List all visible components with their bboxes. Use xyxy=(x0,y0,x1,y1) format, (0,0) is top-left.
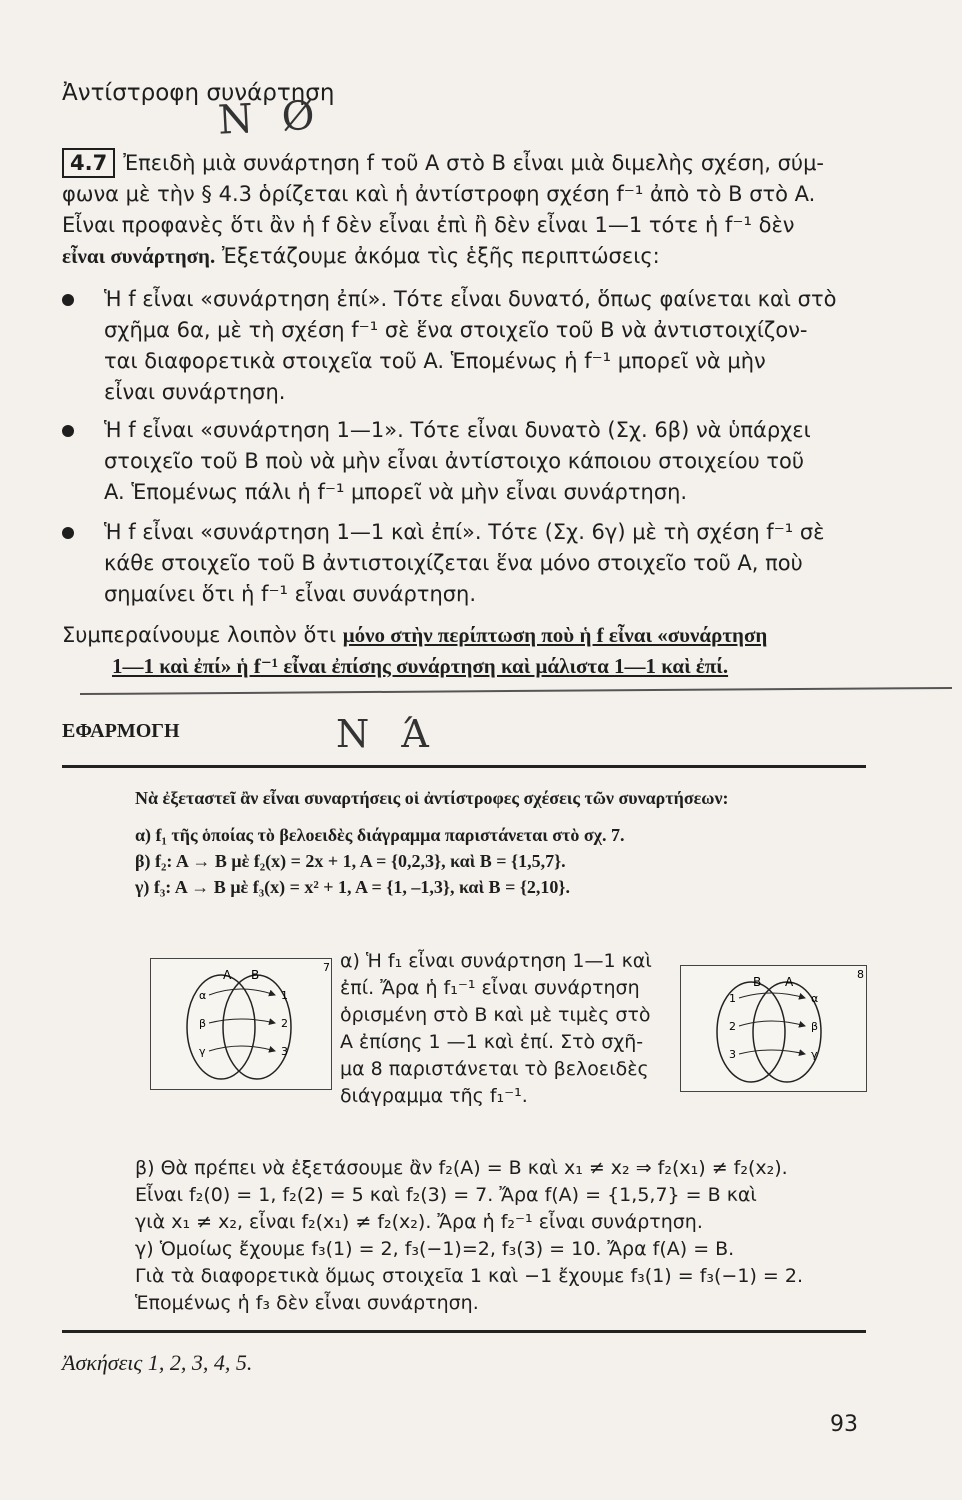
set-a-label: A xyxy=(223,968,232,982)
intro-line-4-bold: εἶναι συνάρτηση. xyxy=(62,244,216,268)
bullet-1-line: ται διαφορετικὰ στοιχεῖα τοῦ A. Ἑπομένως ἡ f⁻¹ μπορεῖ νὰ μὴν xyxy=(104,349,766,373)
answer-b-line: Εἶναι f₂(0) = 1, f₂(2) = 5 καὶ f₂(3) = 7. Ἄρα f(A) = {1,5,7} = B καὶ xyxy=(135,1184,757,1206)
intro-line-4-rest: Ἐξετάζουμε ἀκόμα τὶς ἑξῆς περιπτώσεις: xyxy=(215,244,660,268)
element-label: γ xyxy=(199,1045,206,1058)
answer-a xyxy=(340,948,680,1110)
bullet-1-line: Ἡ f εἶναι «συνάρτηση ἐπί». Τότε εἶναι δυνατό, ὅπως φαίνεται καὶ στὸ xyxy=(104,287,837,311)
element-label: 1 xyxy=(729,992,736,1005)
answer-a-line: ἐπί. Ἄρα ἡ f₁⁻¹ εἶναι συνάρτηση xyxy=(340,977,640,999)
set-a-label: A xyxy=(785,975,794,989)
answer-c xyxy=(135,1236,865,1317)
bullet-item xyxy=(62,284,874,408)
intro-line-3: Εἶναι προφανὲς ὅτι ἂν ἡ f δὲν εἶναι ἐπὶ ἢ δὲν εἶναι 1—1 τότε ἡ f⁻¹ δὲν xyxy=(62,213,795,237)
element-label: 2 xyxy=(729,1020,736,1033)
bullet-2-line: Ἡ f εἶναι «συνάρτηση 1—1». Τότε εἶναι δυνατὸ (Σχ. 6β) νὰ ὑπάρχει xyxy=(104,418,811,442)
element-label: α xyxy=(811,992,819,1005)
answer-b xyxy=(135,1155,865,1236)
page-number: 93 xyxy=(830,1412,858,1437)
application-heading: ΕΦΑΡΜΟΓΗ xyxy=(62,720,180,742)
arrow xyxy=(739,1021,805,1026)
figure-number: 8 xyxy=(857,968,864,981)
answer-a-line: ὁρισμένη στὸ B καὶ μὲ τιμὲς στὸ xyxy=(340,1004,651,1026)
intro-paragraph xyxy=(62,148,874,272)
answer-a-line: διάγραμμα τῆς f₁⁻¹. xyxy=(340,1085,528,1107)
set-b-ellipse xyxy=(717,982,785,1082)
exercises-reference: Ἀσκήσεις 1, 2, 3, 4, 5. xyxy=(62,1350,253,1375)
divider xyxy=(62,765,866,768)
bullet-2-line: A. Ἑπομένως πάλι ἡ f⁻¹ μπορεῖ νὰ μὴν εἶναι συνάρτηση. xyxy=(104,480,688,504)
intro-line-1: Ἐπειδὴ μιὰ συνάρτηση f τοῦ A στὸ B εἶναι μιὰ διμελὴς σχέση, σύμ- xyxy=(123,151,825,175)
answer-c-line: Γιὰ τὰ διαφορετικὰ ὅμως στοιχεῖα 1 καὶ −1 ἔχουμε f₃(1) = f₃(−1) = 2. xyxy=(135,1265,803,1287)
bullet-1-line: σχῆμα 6α, μὲ τὴ σχέση f⁻¹ σὲ ἕνα στοιχεῖο τοῦ B νὰ ἀντιστοιχίζον- xyxy=(104,318,808,342)
answer-b-line: γιὰ x₁ ≠ x₂, εἶναι f₂(x₁) ≠ f₂(x₂). Ἄρα ἡ f₂⁻¹ εἶναι συνάρτηση. xyxy=(135,1211,703,1233)
figure-number: 7 xyxy=(323,961,330,974)
answer-c-line: γ) Ὁμοίως ἔχουμε f₃(1) = 2, f₃(−1)=2, f₃(3) = 10. Ἄρα f(A) = B. xyxy=(135,1238,735,1260)
set-b-label: B xyxy=(251,968,260,982)
element-label: γ xyxy=(811,1048,818,1061)
answer-c-line: Ἑπομένως ἡ f₃ δὲν εἶναι συνάρτηση. xyxy=(135,1292,479,1314)
answer-b-line: β) Θὰ πρέπει νὰ ἐξετάσουμε ἂν f₂(A) = B καὶ x₁ ≠ x₂ ⇒ f₂(x₁) ≠ f₂(x₂). xyxy=(135,1157,788,1179)
intro-line-2: φωνα μὲ τὴν § 4.3 ὁρίζεται καὶ ἡ ἀντίστροφη σχέση f⁻¹ ἀπὸ τὸ B στὸ A. xyxy=(62,182,816,206)
handwritten-annotation-mid: N Ά xyxy=(336,712,439,756)
handwritten-annotation-top: N Ø xyxy=(216,92,324,144)
bullet-1-line: εἶναι συνάρτηση. xyxy=(104,380,286,404)
element-label: 1 xyxy=(281,989,288,1002)
conclusion-bold-1: μόνο στὴν περίπτωση ποὺ ἡ f εἶναι «συνάρτηση xyxy=(342,623,768,647)
bullet-dot-icon xyxy=(62,294,74,306)
conclusion-paragraph xyxy=(62,620,874,682)
arrow xyxy=(209,1046,275,1051)
bullet-2-line: στοιχεῖο τοῦ B ποὺ νὰ μὴν εἶναι ἀντίστοιχο κάποιου στοιχείου τοῦ xyxy=(104,449,805,473)
element-label: α xyxy=(199,989,207,1002)
application-item: α) f₁ τῆς ὁποίας τὸ βελοειδὲς διάγραμμα παριστάνεται στὸ σχ. 7. xyxy=(135,825,625,845)
figure-7-svg xyxy=(151,959,331,1089)
bullet-item xyxy=(62,415,874,508)
application-prompt: Νὰ ἐξεταστεῖ ἂν εἶναι συναρτήσεις οἱ ἀντίστροφες σχέσεις τῶν συναρτήσεων: xyxy=(135,788,729,808)
set-a-ellipse xyxy=(187,975,255,1079)
answer-a-line: α) Ἡ f₁ εἶναι συνάρτηση 1—1 καὶ xyxy=(340,950,652,972)
element-label: 3 xyxy=(729,1048,736,1061)
element-label: 2 xyxy=(281,1017,288,1030)
arrow xyxy=(209,1019,275,1023)
conclusion-bold-2: 1—1 καὶ ἐπί» ἡ f⁻¹ εἶναι ἐπίσης συνάρτηση καὶ μάλιστα 1—1 καὶ ἐπί. xyxy=(112,654,729,678)
figure-7-arrow-diagram xyxy=(150,958,332,1090)
figure-8-arrow-diagram xyxy=(680,965,867,1092)
conclusion-start: Συμπεραίνουμε λοιπὸν ὅτι xyxy=(62,623,343,647)
bullet-3-line: Ἡ f εἶναι «συνάρτηση 1—1 καὶ ἐπί». Τότε (Σχ. 6γ) μὲ τὴ σχέση f⁻¹ σὲ xyxy=(104,520,825,544)
application-item: β) f₂: A → B μὲ f₂(x) = 2x + 1, A = {0,2,3}, καὶ B = {1,5,7}. xyxy=(135,851,566,871)
element-label: β xyxy=(811,1020,819,1033)
section-title: Ἀντίστροφη συνάρτηση xyxy=(62,80,335,106)
figure-8-svg xyxy=(681,966,866,1091)
bullet-dot-icon xyxy=(62,425,74,437)
arrow xyxy=(739,1050,805,1054)
answer-a-line: A ἐπίσης 1 —1 καὶ ἐπί. Στὸ σχῆ- xyxy=(340,1031,644,1053)
arrow xyxy=(209,989,275,995)
divider xyxy=(62,1330,866,1333)
application-item: γ) f₃: A → B μὲ f₃(x) = x² + 1, A = {1, –1,3}, καὶ B = {2,10}. xyxy=(135,877,571,897)
bullet-dot-icon xyxy=(62,527,74,539)
section-number: 4.7 xyxy=(62,148,115,178)
hand-underline xyxy=(80,687,952,695)
bullet-3-line: σημαίνει ὅτι ἡ f⁻¹ εἶναι συνάρτηση. xyxy=(104,582,477,606)
bullet-3-line: κάθε στοιχεῖο τοῦ B ἀντιστοιχίζεται ἕνα μόνο στοιχεῖο τοῦ A, ποὺ xyxy=(104,551,803,575)
set-b-label: B xyxy=(753,975,762,989)
element-label: 3 xyxy=(281,1045,288,1058)
answer-a-line: μα 8 παριστάνεται τὸ βελοειδὲς xyxy=(340,1058,649,1080)
element-label: β xyxy=(199,1017,207,1030)
bullet-item xyxy=(62,517,874,610)
